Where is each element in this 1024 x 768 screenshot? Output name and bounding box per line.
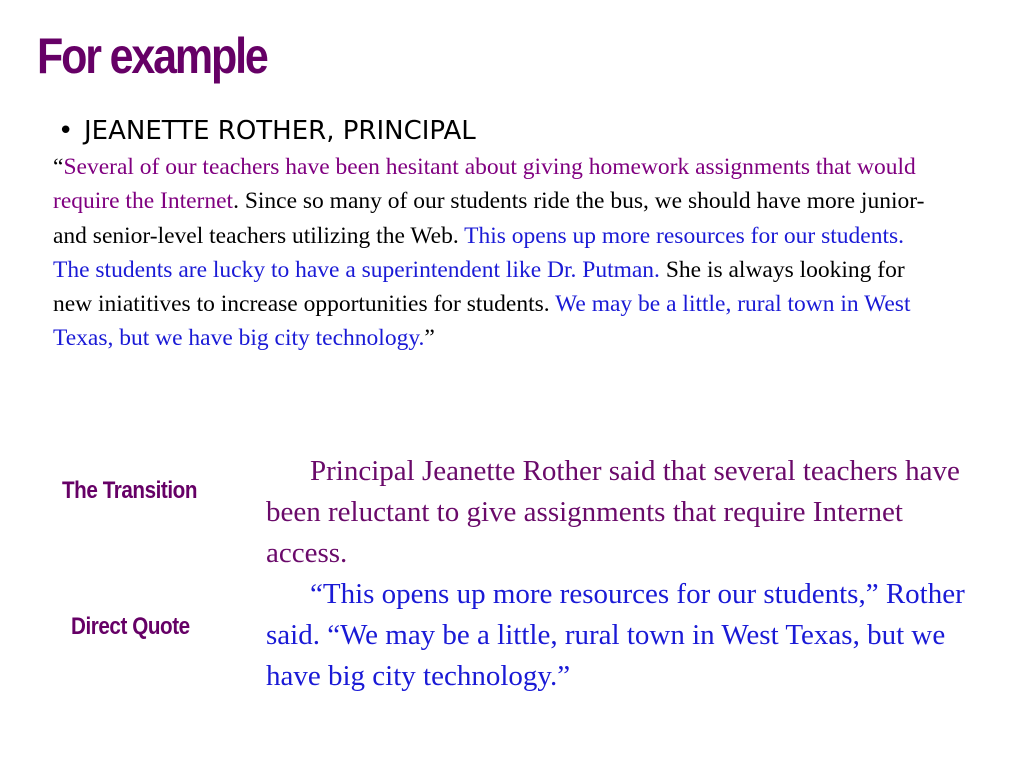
original-quote <box>53 150 933 356</box>
label-direct-quote: Direct Quote <box>71 613 190 640</box>
direct-quote-paragraph: “This opens up more resources for our students,” Rother said. “We may be a little, rural town in West Texas, but we have big city technology.” <box>266 578 965 692</box>
quote-close-mark: ” <box>424 325 435 352</box>
label-transition: The Transition <box>62 477 198 504</box>
bullet-text: JEANETTE ROTHER, PRINCIPAL <box>84 116 476 146</box>
quote-open-mark: “ <box>53 154 64 180</box>
quote-segment-blue-2: We may be a little, rural town in West Texas, but we have big city technology. <box>53 291 911 352</box>
bullet-item <box>58 114 476 148</box>
bullet-icon: • <box>58 116 74 146</box>
quote-segment-purple: Several of our teachers have been hesitant about giving homework assignments that would require the Internet <box>53 154 916 215</box>
rewritten-story <box>266 451 966 697</box>
transition-paragraph: Principal Jeanette Rother said that several teachers have been reluctant to give assignments that require Internet access. <box>266 455 960 569</box>
quote-segment-blue-1: This opens up more resources for our students. The students are lucky to have a superintendent like Dr. Putman. <box>53 222 905 283</box>
quote-segment-black-1: . Since so many of our students ride the bus, we should have more junior- and senior-level teachers utilizing the Web. <box>53 188 925 249</box>
quote-segment-black-2: She is always looking for new iniatitives to increase opportunities for students. <box>53 256 905 318</box>
slide-title: For example <box>37 28 267 84</box>
